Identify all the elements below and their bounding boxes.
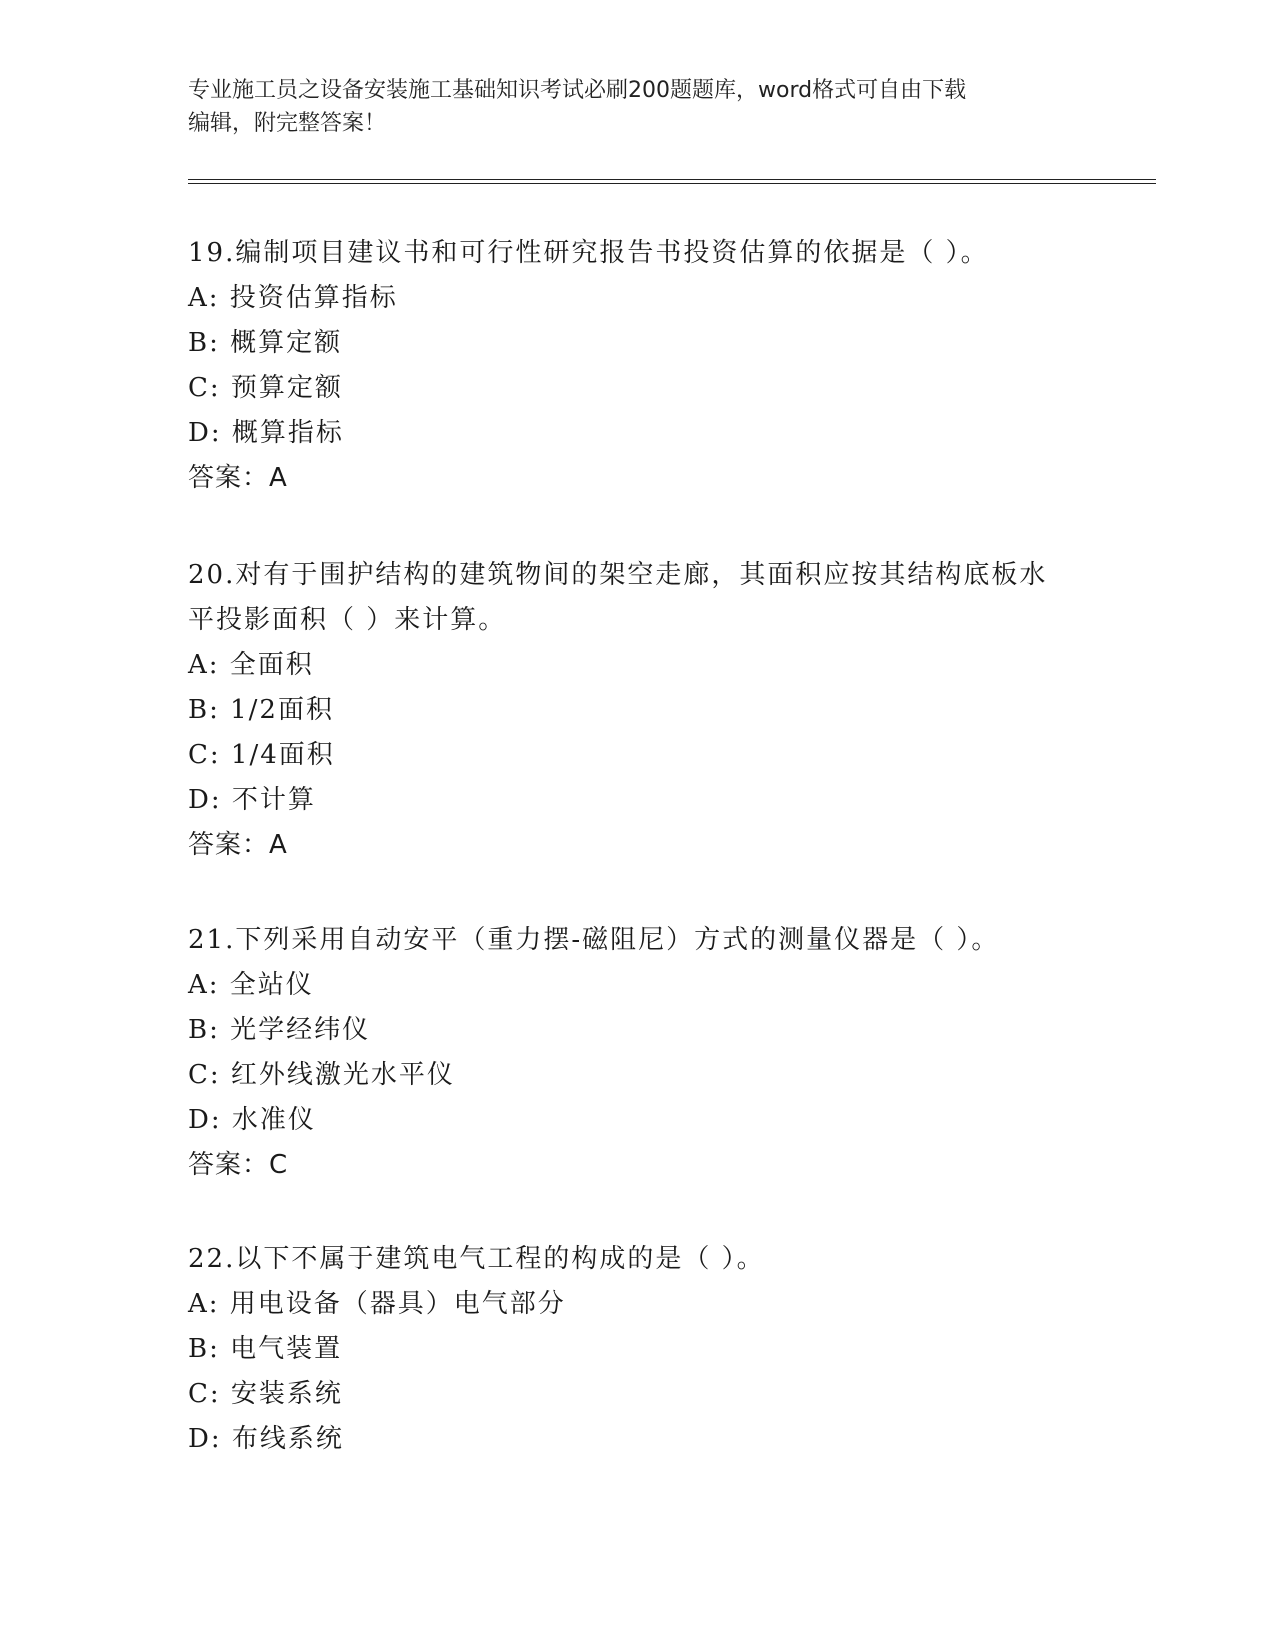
question-title: 21.下列采用自动安平（重力摆-磁阻尼）方式的测量仪器是（ ）。 [188, 925, 1000, 955]
option-b: B: 概算定额 [188, 328, 343, 358]
header-divider-bottom [188, 183, 1156, 184]
question-title-line-1: 20.对有于围护结构的建筑物间的架空走廊，其面积应按其结构底板水 [188, 560, 1048, 590]
option-d: D: 水准仪 [188, 1105, 316, 1135]
option-a: A: 全站仪 [188, 970, 314, 1000]
option-b: B: 电气装置 [188, 1334, 343, 1364]
question-title: 19.编制项目建议书和可行性研究报告书投资估算的依据是（ ）。 [188, 238, 989, 268]
question-title: 22.以下不属于建筑电气工程的构成的是（ ）。 [188, 1244, 765, 1274]
option-c: C: 安装系统 [188, 1379, 343, 1409]
question-21 [188, 918, 1088, 1188]
option-d: D: 布线系统 [188, 1424, 344, 1454]
option-b: B: 光学经纬仪 [188, 1015, 371, 1045]
document-header [188, 74, 1088, 140]
option-a: A: 用电设备（器具）电气部分 [188, 1289, 566, 1319]
header-line-1: 专业施工员之设备安装施工基础知识考试必刷200题题库，word格式可自由下载 [188, 78, 967, 103]
option-a: A: 全面积 [188, 650, 314, 680]
header-divider-top [188, 179, 1156, 180]
answer: 答案：C [188, 1150, 289, 1180]
header-line-2: 编辑，附完整答案！ [188, 111, 387, 136]
option-d: D: 概算指标 [188, 418, 344, 448]
option-a: A: 投资估算指标 [188, 283, 398, 313]
option-d: D: 不计算 [188, 785, 316, 815]
question-19 [188, 231, 1088, 501]
option-b: B: 1/2面积 [188, 695, 334, 725]
option-c: C: 预算定额 [188, 373, 343, 403]
answer: 答案：A [188, 830, 288, 860]
question-22 [188, 1237, 1088, 1462]
answer: 答案：A [188, 463, 288, 493]
option-c: C: 1/4面积 [188, 740, 335, 770]
question-20 [188, 553, 1088, 868]
question-title-line-2: 平投影面积（ ）来计算。 [188, 605, 507, 635]
option-c: C: 红外线激光水平仪 [188, 1060, 455, 1090]
